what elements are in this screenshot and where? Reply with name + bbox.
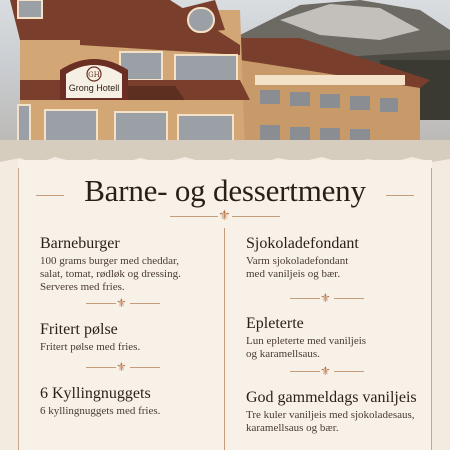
item-divider-left: [86, 367, 116, 368]
item-divider-left: [290, 371, 320, 372]
item-name: 6 Kyllingnuggets: [40, 385, 151, 402]
hotel-photo: [0, 0, 450, 170]
column-divider: [224, 228, 225, 450]
svg-text:GH: GH: [88, 71, 100, 79]
fleur-de-lis-icon: ⚜: [116, 296, 127, 310]
fleur-de-lis-icon: ⚜: [320, 291, 331, 305]
menu-item-sjokoladefondant: [246, 234, 359, 281]
item-divider-right: [334, 298, 364, 299]
item-description: Varm sjokoladefondant med vaniljeis og bær.: [246, 255, 349, 280]
item-name: God gammeldags vaniljeis: [246, 389, 417, 406]
item-description: Tre kuler vaniljeis med sjokoladesaus, karamellsaus og bær.: [246, 409, 415, 434]
item-name: Fritert pølse: [40, 321, 118, 338]
item-divider-right: [130, 367, 160, 368]
logo-text: Grong Hotell: [68, 83, 120, 93]
card-border-left: [18, 168, 19, 450]
item-divider-right: [334, 371, 364, 372]
menu-title: Barne- og dessertmeny: [84, 173, 366, 208]
item-description: 100 grams burger med cheddar, salat, tomat, rødløk og dressing. Serveres med fries.: [40, 255, 181, 293]
menu-item-vaniljeis: [246, 388, 417, 435]
item-divider-left: [86, 303, 116, 304]
item-divider-right: [130, 303, 160, 304]
item-name: Epleterte: [246, 315, 304, 332]
title-divider-right: [232, 216, 280, 217]
item-divider-left: [290, 298, 320, 299]
menu-item-barneburger: [40, 234, 181, 294]
item-name: Barneburger: [40, 235, 120, 252]
fleur-de-lis-icon: ⚜: [116, 360, 127, 374]
menu-item-fritert-polse: [40, 320, 140, 354]
hotel-illustration: [0, 0, 450, 170]
menu-item-kyllingnuggets: [40, 384, 160, 418]
menu-item-epleterte: [246, 314, 366, 361]
item-name: Sjokoladefondant: [246, 235, 359, 252]
card-border-right: [431, 168, 432, 450]
item-description: Lun epleterte med vaniljeis og karamellsaus.: [246, 335, 367, 360]
item-description: 6 kyllingnuggets med fries.: [40, 405, 161, 417]
fleur-de-lis-icon: ⚜: [218, 208, 231, 224]
fleur-de-lis-icon: ⚜: [320, 364, 331, 378]
item-description: Fritert pølse med fries.: [40, 341, 141, 353]
title-divider-left: [170, 216, 218, 217]
